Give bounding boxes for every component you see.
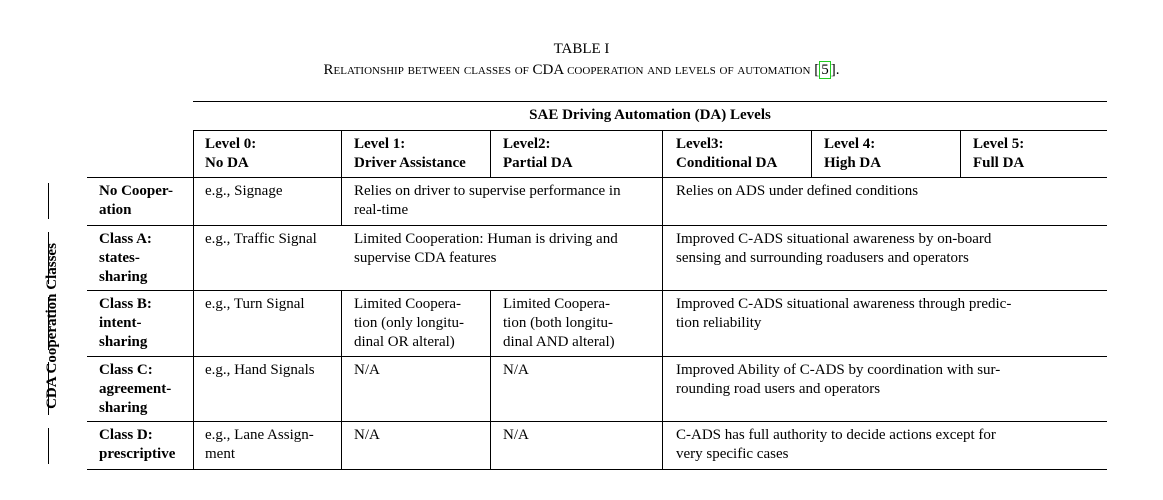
row-class-label: Class A: states- sharing bbox=[99, 231, 152, 285]
row-level1-cell: N/A bbox=[354, 427, 380, 443]
rule-header bbox=[87, 177, 1107, 178]
vrule-class bbox=[193, 130, 194, 469]
rule-bottom bbox=[87, 469, 1107, 470]
row-class-label: Class C: agreement- sharing bbox=[99, 362, 172, 416]
row-level12-cell: Limited Cooperation: Human is driving and supervise CDA features bbox=[354, 231, 618, 266]
row-level0-cell: e.g., Turn Signal bbox=[205, 296, 305, 312]
rule-top bbox=[193, 101, 1107, 102]
rule-row4 bbox=[87, 421, 1107, 422]
vrule-l4 bbox=[811, 130, 812, 177]
rule-sae bbox=[193, 130, 1107, 131]
header-level-3: Level3: Conditional DA bbox=[676, 136, 778, 171]
header-level-2: Level2: Partial DA bbox=[503, 136, 573, 171]
row-level3to5-cell: Improved C-ADS situational awareness by on-board sensing and surrounding roadusers and operators bbox=[676, 231, 992, 266]
caption-text-end: ]. bbox=[830, 62, 840, 78]
vrule-l2 bbox=[490, 290, 491, 469]
row-level0-cell: e.g., Lane Assign- ment bbox=[205, 427, 314, 462]
row-class-label: Class B: intent- sharing bbox=[99, 296, 152, 350]
row-level1-cell: Limited Coopera- tion (only longitu- dinal OR alteral) bbox=[354, 296, 464, 350]
vrule-l2-header bbox=[490, 130, 491, 177]
row-level12-cell: Relies on driver to supervise performance in real-time bbox=[354, 183, 621, 218]
rule-row1 bbox=[87, 225, 1107, 226]
row-level2-cell: Limited Coopera- tion (both longitu- dinal AND alteral) bbox=[503, 296, 615, 350]
row-class-label: No Cooper- ation bbox=[99, 183, 174, 218]
vrule-l1b bbox=[341, 290, 342, 469]
rule-row2 bbox=[87, 290, 1107, 291]
vrule-l5 bbox=[960, 130, 961, 177]
header-level-0: Level 0: No DA bbox=[205, 136, 257, 171]
rule-row3 bbox=[87, 356, 1107, 357]
row-level3to5-cell: Improved C-ADS situational awareness through predic- tion reliability bbox=[676, 296, 1012, 331]
citation-link[interactable]: 5 bbox=[821, 62, 829, 78]
vrule-l1 bbox=[341, 130, 342, 225]
header-level-1: Level 1: Driver Assistance bbox=[354, 136, 466, 171]
header-level-4: Level 4: High DA bbox=[824, 136, 882, 171]
table-caption bbox=[0, 61, 1163, 79]
vrule-l3 bbox=[662, 130, 663, 469]
row-level2-cell: N/A bbox=[503, 362, 529, 378]
row-level1-cell: N/A bbox=[354, 362, 380, 378]
row-level3to5-cell: Improved Ability of C-ADS by coordination with sur- rounding road users and operators bbox=[676, 362, 1001, 397]
row-level3to5-cell: Relies on ADS under defined conditions bbox=[676, 183, 919, 199]
row-level0-cell: e.g., Traffic Signal bbox=[205, 231, 317, 247]
row-class-label: Class D: prescriptive bbox=[99, 427, 176, 462]
table-label: TABLE I bbox=[553, 41, 610, 57]
caption-text: Relationship between classes of CDA cooperation and levels of automation [ bbox=[323, 62, 820, 78]
row-level0-cell: e.g., Signage bbox=[205, 183, 283, 199]
cda-classes-label: CDA Cooperation Classes bbox=[44, 243, 60, 409]
sae-levels-header: SAE Driving Automation (DA) Levels bbox=[529, 107, 771, 123]
row-level0-cell: e.g., Hand Signals bbox=[205, 362, 315, 378]
row-level2-cell: N/A bbox=[503, 427, 529, 443]
row-level3to5-cell: C-ADS has full authority to decide actions except for very specific cases bbox=[676, 427, 996, 462]
header-level-5: Level 5: Full DA bbox=[973, 136, 1025, 171]
